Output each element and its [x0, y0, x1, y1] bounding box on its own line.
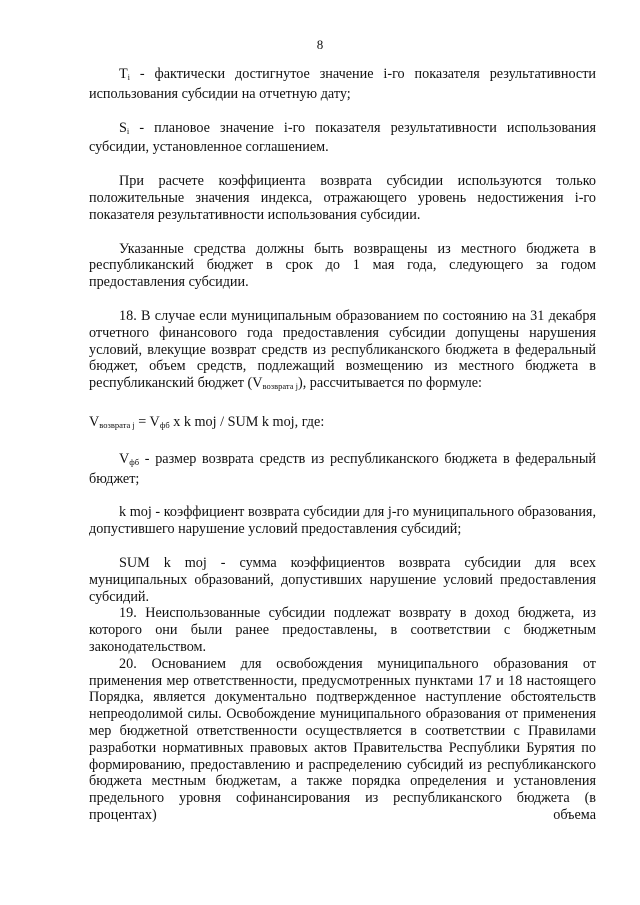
formula-v-subscript: возврата j	[99, 419, 135, 430]
formula-fb-subscript: фб	[159, 419, 170, 430]
paragraph-18-tail: ), рассчитывается по формуле:	[297, 375, 482, 392]
definition-ti	[89, 66, 596, 103]
paragraph-18	[89, 308, 596, 395]
subscript-i: i	[127, 72, 131, 82]
page-number: 8	[316, 37, 324, 52]
symbol-v: V	[119, 450, 130, 467]
subscript-return-j: возврата j	[262, 381, 298, 392]
paragraph-20: 20. Основанием для освобождения муниципального образования от применения мер ответственности, предусмотренных пунктами 17 и 18 настоящего Порядка, является документально подтвержденное наступление обстоятельств непреодолимой силы. Освобождение муниципального образования от применения мер бюджетной ответственности осуществляется в соответствии с Правилами разработки нормативных правовых актов Правительства Республики Бурятия по формированию, предоставлению и распределению субсидий из республиканского бюджета местным бюджетам, а также порядка определения и установления предельного уровня софинансирования из республиканского бюджета (в процентах) объема	[89, 655, 596, 823]
subscript-fb: фб	[129, 456, 140, 467]
paragraph-calculation: При расчете коэффициента возврата субсидии используются только положительные значения индекса, отражающего уровень недостижения i-го показателя результативности использования субсидии.	[89, 173, 596, 223]
formula-v: V	[89, 413, 100, 430]
definition-vfb-text: - размер возврата средств из республиканского бюджета в федеральный бюджет;	[89, 450, 596, 487]
definition-kmoj: k moj - коэффициент возврата субсидии для j-го муниципального образования, допустившего нарушение условий предоставления субсидий;	[89, 504, 596, 538]
return-formula	[89, 414, 596, 434]
formula-eq: = V	[134, 413, 160, 430]
subscript-i: i	[126, 125, 130, 136]
paragraph-18-text: 18. В случае если муниципальным образованием по состоянию на 31 декабря отчетного финансового года предоставления субсидии допущены нарушения условий, влекущие возврат средств из республиканского бюджета в федеральный бюджет, объем средств, подлежащий возмещению из местного бюджета в республиканский бюджет (V	[89, 307, 596, 392]
symbol-t: T	[119, 66, 128, 82]
paragraph-return-deadline: Указанные средства должны быть возвращены из местного бюджета в республиканский бюджет в срок до 1 мая года, следующего за годом предоставления субсидии.	[89, 240, 596, 291]
definition-si	[89, 120, 596, 157]
formula-rest: x k moj / SUM k moj, где:	[169, 413, 325, 430]
paragraph-19: 19. Неиспользованные субсидии подлежат возврату в доход бюджета, из которого они были ранее предоставлены, в соответствии с бюджетным законодательством.	[89, 605, 596, 655]
definition-ti-text: - фактически достигнутое значение i-го показателя результативности использования субсидии на отчетную дату;	[89, 66, 596, 102]
definition-si-text: - плановое значение i-го показателя результативности использования субсидии, установленное соглашением.	[89, 119, 596, 156]
definition-vfb	[89, 451, 596, 488]
definition-sum-kmoj: SUM k moj - сумма коэффициентов возврата субсидии для всех муниципальных образований, допустивших нарушение условий предоставления субсидий.	[89, 554, 596, 605]
symbol-s: S	[119, 119, 127, 136]
document-body	[89, 66, 596, 824]
